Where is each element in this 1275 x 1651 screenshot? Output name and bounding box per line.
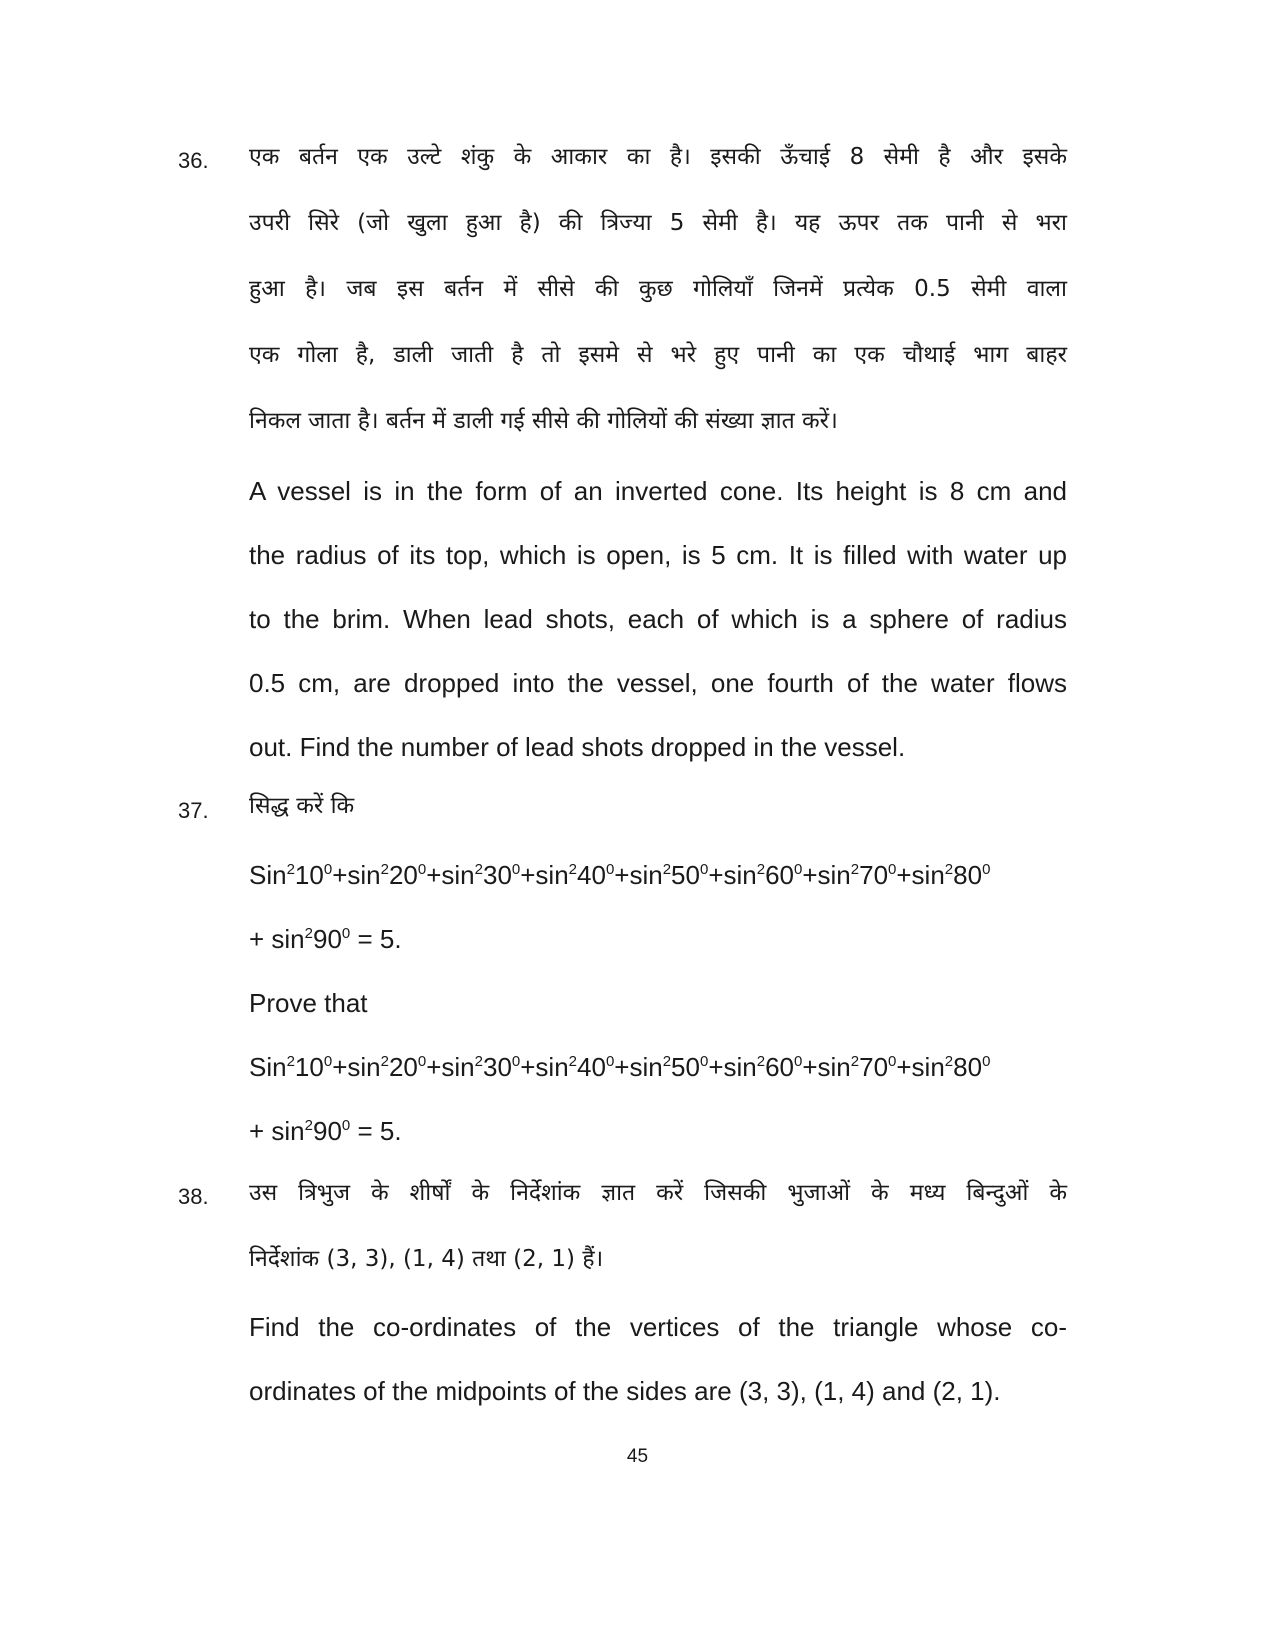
q36-english-line-1: A vessel is in the form of an inverted cone. Its height is 8 cm and (249, 476, 1067, 506)
q37-hindi-heading: सिद्ध करें कि (249, 793, 355, 819)
question-number-38: 38. (178, 1184, 209, 1209)
q36-english-line-4: 0.5 cm, are dropped into the vessel, one fourth of the water flows (249, 668, 1067, 698)
question-number-37: 37. (178, 798, 209, 823)
q37-equation-line-1-hindi: $Sin^210^0+\sin^220^0+\sin^230^0+\sin^240^0+\sin^250^0+\sin^260^0+\sin^270^0+\sin^280^0$ (249, 860, 991, 890)
q36-hindi-line-3: हुआ है। जब इस बर्तन में सीसे की कुछ गोलियाँ जिनमें प्रत्येक 0.5 सेमी वाला (249, 276, 1067, 302)
q38-hindi-line-1: उस त्रिभुज के शीर्षों के निर्देशांक ज्ञात करें जिसकी भुजाओं के मध्य बिन्दुओं के (249, 1180, 1067, 1206)
eq-prefix: Sin (249, 860, 287, 890)
q38-english-line-2: ordinates of the midpoints of the sides are (3, 3), (1, 4) and (2, 1). (249, 1376, 1001, 1406)
q37-equation-line-2-hindi: + $\sin^290^0 = 5$. (249, 924, 402, 954)
q36-english-line-3: to the brim. When lead shots, each of which is a sphere of radius (249, 604, 1067, 634)
q36-english-line-2: the radius of its top, which is open, is 5 cm. It is filled with water up (249, 540, 1067, 570)
q36-english-line-5: out. Find the number of lead shots dropped in the vessel. (249, 732, 906, 762)
q37-equation-line-1-english: $Sin^210^0+\sin^220^0+\sin^230^0+\sin^240^0+\sin^250^0+\sin^260^0+\sin^270^0+\sin^280^0$ (249, 1052, 991, 1082)
page-number: 45 (626, 1446, 649, 1467)
q37-english-heading: Prove that (249, 988, 368, 1018)
q37-equation-line-2-english: + $\sin^290^0 = 5$. (249, 1116, 402, 1146)
q36-hindi-line-5: निकल जाता है। बर्तन में डाली गई सीसे की गोलियों की संख्या ज्ञात करें। (249, 408, 838, 434)
q36-hindi-line-2: उपरी सिरे (जो खुला हुआ है) की त्रिज्या 5 सेमी है। यह ऊपर तक पानी से भरा (249, 210, 1067, 236)
question-number-36: 36. (178, 148, 209, 173)
q36-hindi-line-1: एक बर्तन एक उल्टे शंकु के आकार का है। इसकी ऊँचाई 8 सेमी है और इसके (249, 144, 1067, 170)
q38-hindi-line-2: निर्देशांक (3, 3), (1, 4) तथा (2, 1) हैं। (249, 1246, 604, 1272)
q38-english-line-1: Find the co-ordinates of the vertices of the triangle whose co- (249, 1312, 1067, 1342)
q36-hindi-line-4: एक गोला है, डाली जाती है तो इसमे से भरे हुए पानी का एक चौथाई भाग बाहर (249, 342, 1067, 368)
